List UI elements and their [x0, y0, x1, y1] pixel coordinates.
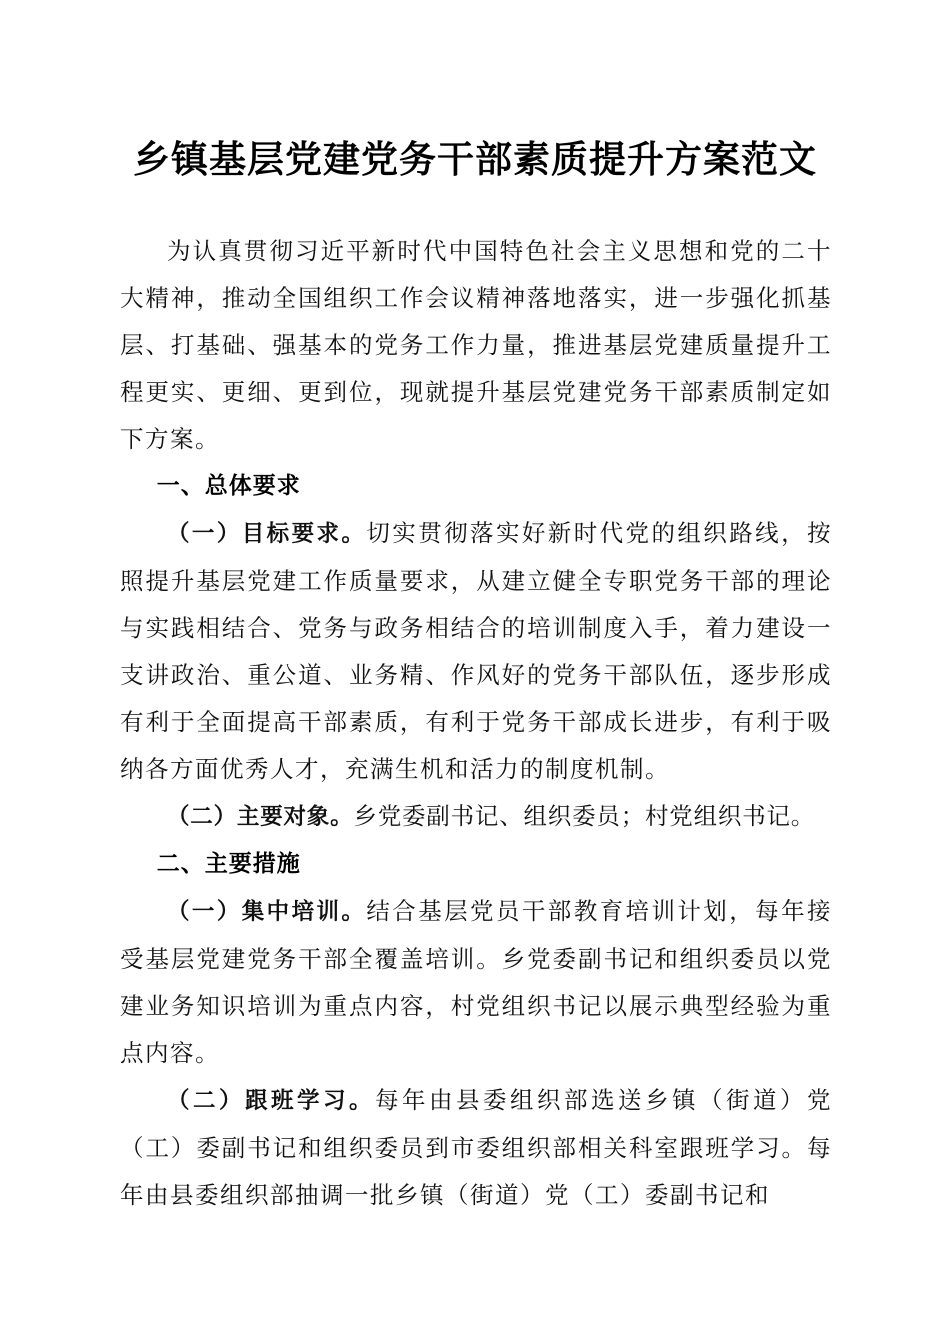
paragraph-goal-requirements	[120, 510, 832, 793]
intro-paragraph: 为认真贯彻习近平新时代中国特色社会主义思想和党的二十大精神，推动全国组织工作会议精神落地落实，进一步强化抓基层、打基础、强基本的党务工作力量，推进基层党建质量提升工程更实、更细、更到位，现就提升基层党建党务干部素质制定如下方案。	[120, 237, 832, 453]
document-body	[120, 228, 832, 1219]
section-heading-main-measures: 二、主要措施	[156, 851, 301, 877]
paragraph-centralized-training	[120, 888, 832, 1077]
paragraph-shadow-study	[120, 1077, 832, 1219]
paragraph-text: 切实贯彻落实好新时代党的组织路线，按照提升基层党建工作质量要求，从建立健全专职党务干部的理论与实践相结合、党务与政务相结合的培训制度入手，着力建设一支讲政治、重公道、业务精、作风好的党务干部队伍，逐步形成有利于全面提高干部素质，有利于党务干部成长进步，有利于吸纳各方面优秀人才，充满生机和活力的制度机制。	[120, 519, 832, 783]
paragraph-lead: （一）目标要求。	[167, 521, 367, 547]
paragraph-text: 每年由县委组织部选送乡镇（街道）党（工）委副书记和组织委员到市委组织部相关科室跟班学习。每年由县委组织部抽调一批乡镇（街道）党（工）委副书记和	[120, 1086, 832, 1209]
paragraph-main-targets	[120, 793, 832, 841]
paragraph-lead: （二）跟班学习。	[167, 1088, 375, 1114]
section-heading-general-requirements: 一、总体要求	[156, 473, 301, 499]
paragraph-text: 结合基层党员干部教育培训计划，每年接受基层党建党务干部全覆盖培训。乡党委副书记和组织委员以党建业务知识培训为重点内容，村党组织书记以展示典型经验为重点内容。	[120, 897, 832, 1067]
document-title: 乡镇基层党建党务干部素质提升方案范文	[133, 137, 817, 181]
paragraph-lead: （一）集中培训。	[167, 899, 367, 925]
paragraph-lead: （二）主要对象。	[167, 804, 354, 830]
paragraph-text: 乡党委副书记、组织委员；村党组织书记。	[353, 802, 816, 830]
